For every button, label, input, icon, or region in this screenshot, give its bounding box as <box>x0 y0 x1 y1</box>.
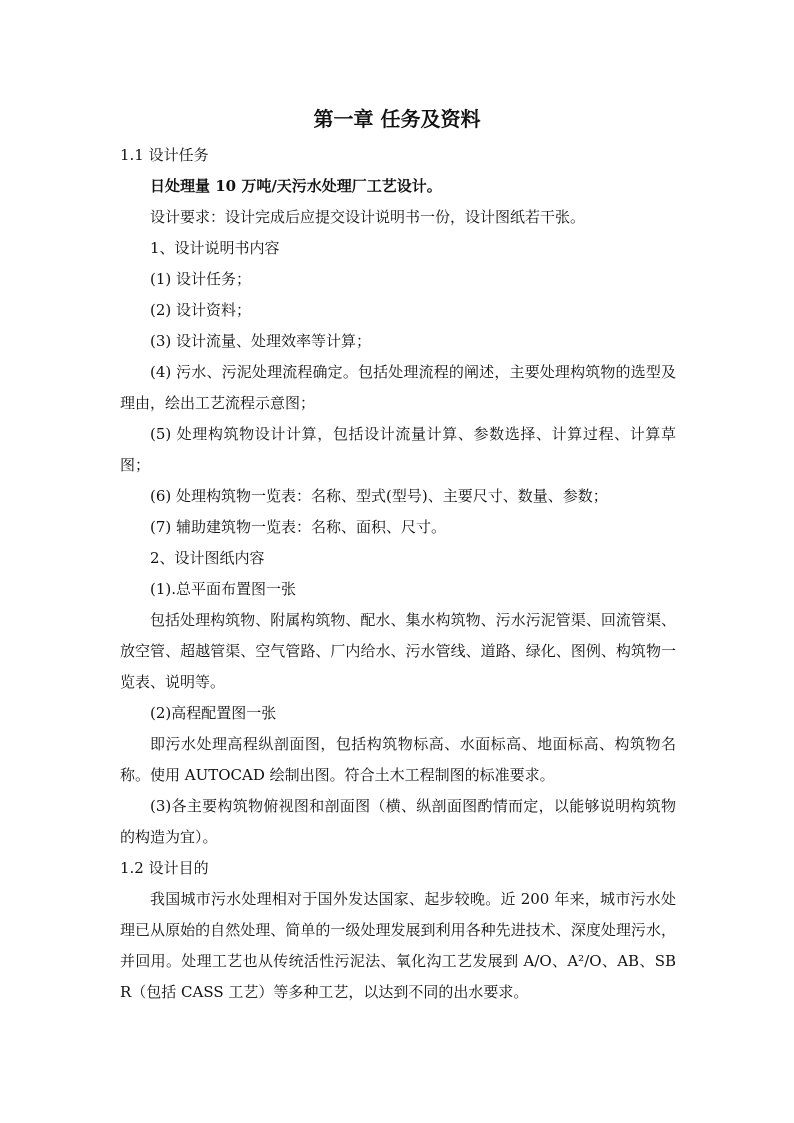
drawing-item-3: (3)各主要构筑物俯视图和剖面图（横、纵剖面图酌情而定，以能够说明构筑物的构造为宜）。 <box>120 797 676 846</box>
section-heading-1-2: 1.2 设计目的 <box>120 859 209 877</box>
subsection-heading-drawings: 2、设计图纸内容 <box>150 549 265 567</box>
drawing-item-2-detail: 即污水处理高程纵剖面图，包括构筑物标高、水面标高、地面标高、构筑物名称。使用 AUTOCAD 绘制出图。符合土木工程制图的标准要求。 <box>120 735 676 784</box>
manual-item-6: (6) 处理构筑物一览表：名称、型式(型号)、主要尺寸、数量、参数； <box>150 487 608 505</box>
drawing-item-1: (1).总平面布置图一张 <box>150 580 297 598</box>
manual-item-2: (2) 设计资料； <box>150 301 252 319</box>
design-requirements: 设计要求：设计完成后应提交设计说明书一份，设计图纸若干张。 <box>150 208 586 226</box>
chapter-title: 第一章 任务及资料 <box>313 107 481 131</box>
document-body <box>120 140 676 1008</box>
design-task-statement: 日处理量 10 万吨/天污水处理厂工艺设计。 <box>150 177 442 195</box>
manual-item-7: (7) 辅助建筑物一览表：名称、面积、尺寸。 <box>150 518 447 536</box>
manual-item-1: (1) 设计任务； <box>150 270 252 288</box>
manual-item-4: (4) 污水、污泥处理流程确定。包括处理流程的阐述，主要处理构筑物的选型及理由，绘出工艺流程示意图； <box>120 363 676 412</box>
manual-item-3: (3) 设计流量、处理效率等计算； <box>150 332 372 350</box>
subsection-heading-manual: 1、设计说明书内容 <box>150 239 280 257</box>
drawing-item-2: (2)高程配置图一张 <box>150 704 277 722</box>
section-heading-1-1: 1.1 设计任务 <box>120 146 209 164</box>
drawing-item-1-detail: 包括处理构筑物、附属构筑物、配水、集水构筑物、污水污泥管渠、回流管渠、放空管、超越管渠、空气管路、厂内给水、污水管线、道路、绿化、图例、构筑物一览表、说明等。 <box>120 611 676 691</box>
manual-item-5: (5) 处理构筑物设计计算，包括设计流量计算、参数选择、计算过程、计算草图； <box>120 425 676 474</box>
design-purpose-paragraph: 我国城市污水处理相对于国外发达国家、起步较晚。近 200 年来，城市污水处理已从原始的自然处理、简单的一级处理发展到利用各种先进技术、深度处理污水，并回用。处理工艺也从传统活性污泥法、氧化沟工艺发展到 A/O、A²/O、AB、SBR（包括 CASS 工艺）等多种工艺，以达到不同的出水要求。 <box>120 890 676 1001</box>
